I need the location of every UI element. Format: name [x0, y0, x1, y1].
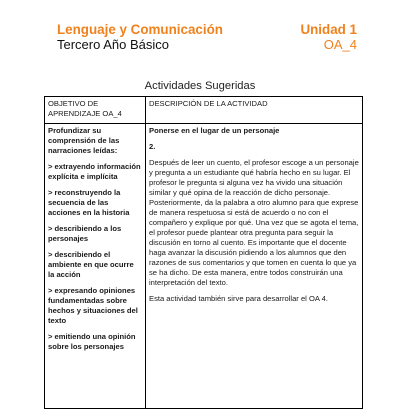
objective-intro: Profundizar su comprensión de las narraciones leídas:: [48, 126, 120, 156]
objectives-cell: [45, 124, 146, 409]
activity-note: Esta actividad también sirve para desarrollar el OA 4.: [149, 294, 328, 304]
objective-item: > describiendo el ambiente en que ocurre la acción: [48, 250, 134, 280]
objective-item: > emitiendo una opinión sobre los personajes: [48, 332, 136, 352]
table-header-row: [45, 97, 363, 124]
activity-title: Ponerse en el lugar de un personaje: [149, 126, 280, 135]
oa-label: OA_4: [323, 37, 357, 52]
description-column-header: DESCRIPCIÓN DE LA ACTIVIDAD: [146, 97, 363, 124]
objective-item: > extrayendo información explícita e implícita: [48, 162, 141, 182]
activity-table: [44, 96, 363, 409]
grade-label: Tercero Año Básico: [57, 37, 170, 52]
objective-item: > describiendo a los personajes: [48, 224, 122, 244]
activity-body: Después de leer un cuento, el profesor escoge a un personaje y pregunta a un estudiante qué habría hecho en su lugar. El profesor le pregunta si alguna vez ha vivido una situación similar y qué opina de la reacción de dicho personaje. Posteriormente, da la palabra a otro alumno para que exprese de manera respetuosa si está de acuerdo o no con el compañero y explique por qué. Una vez que se agota el tema, el profesor puede plantear otra pregunta para seguir la discusión en torno al cuento. Es importante que el docente haga avanzar la discusión pidiendo a los alumnos que den razones de sus comentarios y que tomen en cuenta lo que ya se ha dicho. De esta manera, entre todos construirán una interpretación del texto.: [149, 158, 359, 288]
activity-number: 2.: [149, 142, 156, 152]
table-row: [45, 124, 363, 409]
section-title: Actividades Sugeridas: [144, 80, 256, 92]
objective-column-header: OBJETIVO DE APRENDIZAJE OA_4: [45, 97, 146, 124]
document-header: [57, 23, 357, 57]
unit-label: Unidad 1: [300, 22, 357, 37]
objective-item: > reconstruyendo la secuencia de las acciones en la historia: [48, 188, 130, 218]
objective-item: > expresando opiniones fundamentadas sobre hechos y situaciones del texto: [48, 286, 138, 326]
subject-title: Lenguaje y Comunicación: [57, 22, 223, 37]
activity-description-cell: [146, 124, 363, 409]
